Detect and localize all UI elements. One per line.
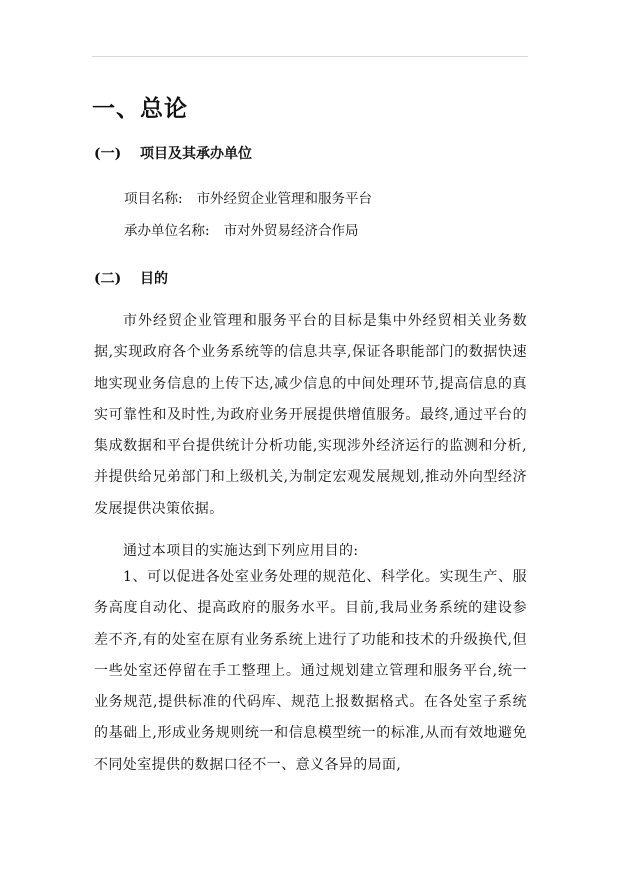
subsection-number-2: (二) <box>94 271 122 287</box>
subsection-number-1: (一) <box>94 146 122 162</box>
subsection-heading-1 <box>94 143 252 163</box>
subsection-title-2: 目的 <box>140 271 168 287</box>
section-title: 一、总论 <box>92 95 188 122</box>
project-name-row <box>124 187 372 207</box>
project-name-value: 市外经贸企业管理和服务平台 <box>196 191 373 207</box>
organization-row <box>124 219 359 239</box>
subsection-title-1: 项目及其承办单位 <box>140 146 252 162</box>
header-rule <box>92 56 528 57</box>
subsection-heading-2 <box>94 268 168 288</box>
organization-value: 市对外贸易经济合作局 <box>223 223 359 239</box>
goal-paragraph-1: 1、可以促进各处室业务处理的规范化、科学化。实现生产、服务高度自动化、提高政府的服务水平。目前,我局业务系统的建设参差不齐,有的处室在原有业务系统上进行了功能和技术的升级换代,但一些处室还停留在手工整理上。通过规划建立管理和服务平台,统一业务规范,提供标准的代码库、规范上报数据格式。在各处室子系统的基础上,形成业务规则统一和信息模型统一的标准,从而有效地避免不同处室提供的数据口径不一、意义各异的局面, <box>94 569 527 773</box>
purpose-paragraph: 市外经贸企业管理和服务平台的目标是集中外经贸相关业务数据,实现政府各个业务系统等的信息共享,保证各职能部门的数据快速地实现业务信息的上传下达,减少信息的中间处理环节,提高信息的真实可靠性和及时性,为政府业务开展提供增值服务。最终,通过平台的集成数据和平台提供统计分析功能,实现涉外经济运行的监测和分析,并提供给兄弟部门和上级机关,为制定宏观发展规划,推动外向型经济发展提供决策依据。 <box>94 313 527 517</box>
purpose-intro-line: 通过本项目的实施达到下列应用目的: <box>123 543 359 559</box>
organization-label: 承办单位名称: <box>124 223 210 239</box>
project-name-label: 项目名称: <box>124 191 183 207</box>
